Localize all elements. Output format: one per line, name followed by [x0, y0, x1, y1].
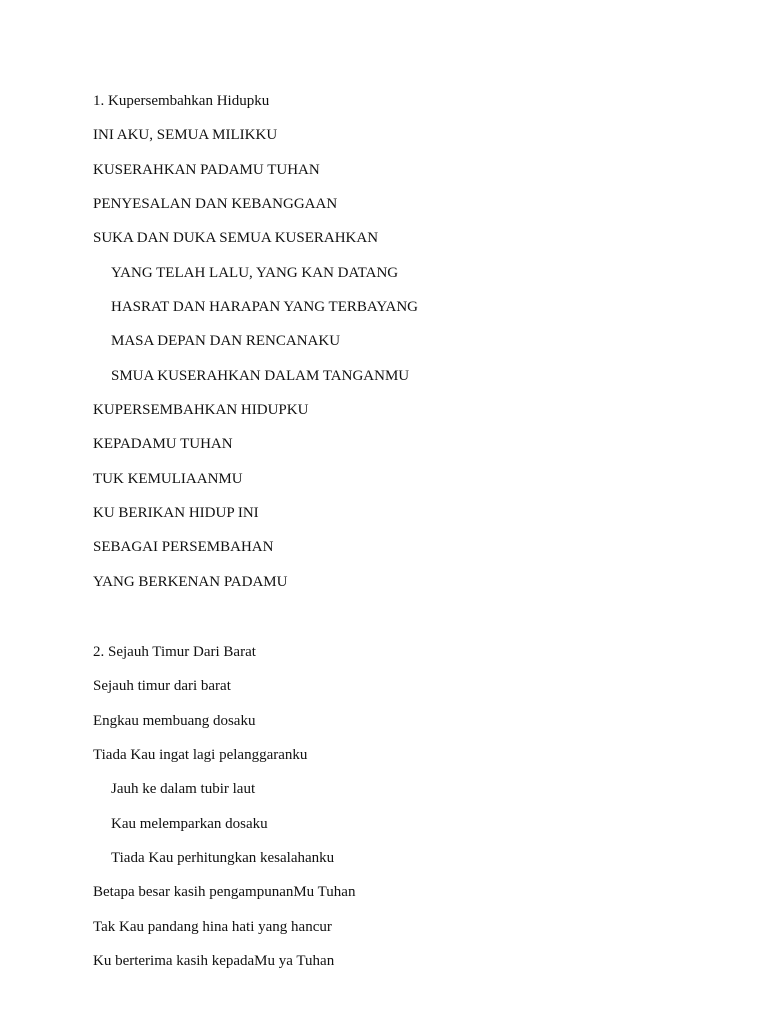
lyric-line: SEBAGAI PERSEMBAHAN [93, 539, 274, 556]
lyric-line: Tiada Kau ingat lagi pelanggaranku [93, 747, 308, 764]
lyric-line: KU BERIKAN HIDUP INI [93, 505, 259, 522]
lyric-line: MASA DEPAN DAN RENCANAKU [111, 333, 341, 350]
song-1 [93, 92, 733, 607]
lyric-line: INI AKU, SEMUA MILIKKU [93, 127, 278, 144]
lyric-line: Jauh ke dalam tubir laut [111, 781, 256, 798]
lyric-line: Tak Kau pandang hina hati yang hancur [93, 918, 332, 935]
lyric-line: Sejauh timur dari barat [93, 678, 231, 695]
lyric-line: YANG TELAH LALU, YANG KAN DATANG [111, 264, 399, 281]
lyric-line: Ku berterima kasih kepadaMu ya Tuhan [93, 953, 335, 970]
lyric-line: KEPADAMU TUHAN [93, 436, 233, 453]
lyric-line: Tiada Kau perhitungkan kesalahanku [111, 850, 335, 867]
lyric-line: SMUA KUSERAHKAN DALAM TANGANMU [111, 367, 410, 384]
song-title: 2. Sejauh Timur Dari Barat [93, 644, 256, 660]
lyric-line: TUK KEMULIAANMU [93, 470, 243, 487]
lyric-line: Betapa besar kasih pengampunanMu Tuhan [93, 884, 356, 901]
lyric-line: KUPERSEMBAHKAN HIDUPKU [93, 402, 309, 419]
lyric-line: Engkau membuang dosaku [93, 712, 256, 729]
song-lyrics [93, 126, 733, 590]
lyric-line: PENYESALAN DAN KEBANGGAAN [93, 196, 338, 213]
lyric-line: SUKA DAN DUKA SEMUA KUSERAHKAN [93, 230, 379, 247]
lyric-line: YANG BERKENAN PADAMU [93, 573, 288, 590]
song-2 [93, 643, 733, 986]
song-title: 1. Kupersembahkan Hidupku [93, 93, 270, 109]
lyric-line: KUSERAHKAN PADAMU TUHAN [93, 161, 320, 178]
lyric-line: HASRAT DAN HARAPAN YANG TERBAYANG [111, 299, 419, 316]
song-lyrics [93, 677, 733, 970]
lyric-line: Kau melemparkan dosaku [111, 815, 268, 832]
